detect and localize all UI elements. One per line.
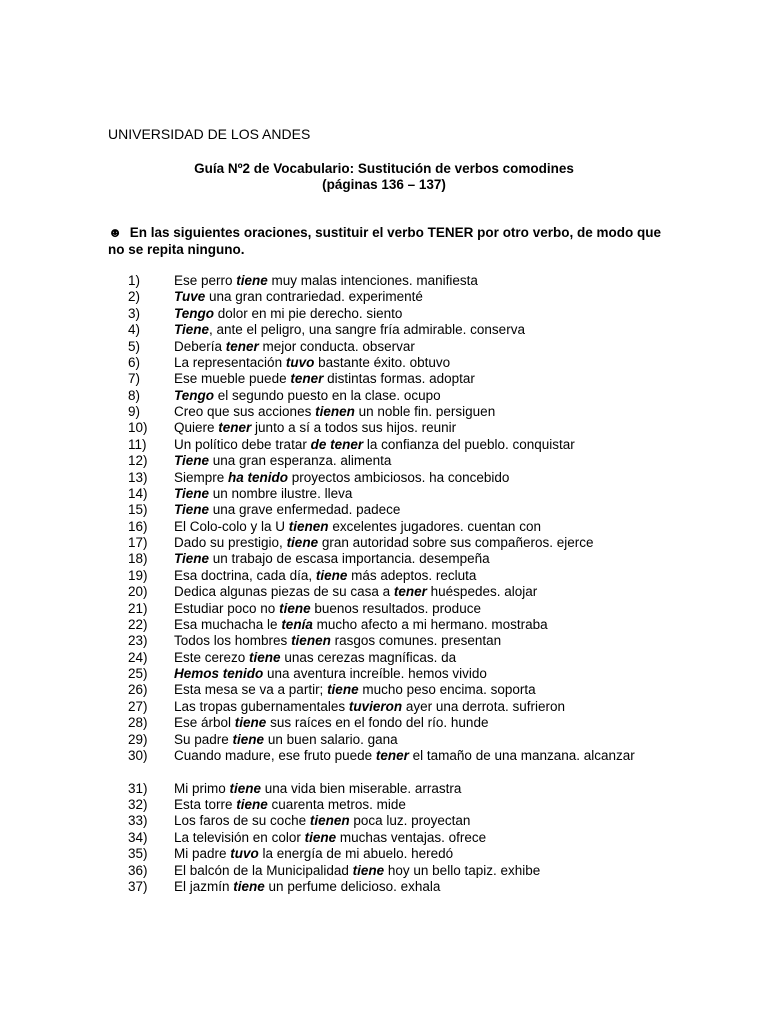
sentence-rest: una gran esperanza. alimenta [209,453,392,469]
item-number: 4) [128,322,141,338]
verb-tener: tiene [352,862,385,878]
list-item [0,732,768,748]
verb-tener: tiene [236,797,268,812]
guide-pages: (páginas 136 – 137) [322,177,446,192]
item-number: 30) [128,747,148,763]
item-number: 31) [128,780,148,796]
sentence-rest: proyectos ambiciosos. ha concebido [288,469,510,485]
item-sentence [174,846,661,862]
sentence-start: Debería [174,338,226,354]
list-item [0,797,768,813]
list-item [0,339,768,355]
item-number: 27) [128,698,148,714]
item-sentence [174,289,661,305]
item-number: 21) [128,600,148,616]
sentence-rest: ayer una derrota. sufrieron [402,698,565,714]
item-sentence [174,732,661,748]
institution-name: UNIVERSIDAD DE LOS ANDES [108,126,311,142]
item-number: 14) [128,485,148,501]
sentence-rest: distintas formas. adoptar [323,371,475,387]
sentence-start: El Colo-colo y la U [174,518,289,534]
item-sentence [174,650,661,666]
verb-tener: tienen [309,813,350,829]
sentence-rest: mucho afecto a mi hermano. mostraba [312,616,548,632]
item-sentence [174,355,661,371]
verb-tener: Tiene [174,453,210,469]
list-item [0,863,768,879]
item-number: 1) [128,273,141,288]
sentence-rest: cuarenta metros. mide [267,797,406,812]
verb-tener: tienen [291,633,331,649]
list-item [0,781,768,797]
sentence-start: Cuando madure, ese fruto puede [174,747,376,763]
item-sentence [174,388,661,404]
exercise-list [0,273,768,895]
verb-tener: Tiene [174,551,210,567]
verb-tener: tiene [234,715,267,731]
list-item [0,486,768,502]
sentence-rest: buenos resultados. produce [310,600,481,616]
instructions [108,225,661,258]
sentence-rest: , ante el peligro, una sangre fría admirable. conserva [209,322,525,338]
sentence-start: Creo que sus acciones [174,404,316,419]
item-sentence [174,584,661,600]
item-number: 7) [128,371,141,387]
item-sentence [174,813,661,829]
item-number: 26) [128,682,148,698]
sentence-rest: dolor en mi pie derecho. siento [214,305,403,321]
item-number: 36) [128,862,148,878]
item-sentence [174,404,661,420]
list-item [0,355,768,371]
item-number: 20) [128,584,148,600]
list-item [0,502,768,518]
verb-tener: tiene [236,273,268,288]
sentence-start: Su padre [174,731,233,747]
item-sentence [174,322,661,338]
verb-tener: tiene [233,878,265,894]
verb-tener: tuvo [285,354,315,370]
sentence-start: Un político debe tratar [174,436,311,452]
sentence-rest: poca luz. proyectan [349,813,471,829]
list-item [0,322,768,338]
sentence-start: Todos los hombres [174,633,292,649]
instructions-text: En las siguientes oraciones, sustituir el verbo TENER por otro verbo, de modo que no se repita ninguno. [108,225,661,257]
list-item [0,813,768,829]
sentence-rest: huéspedes. alojar [426,584,538,600]
item-sentence [174,617,661,633]
verb-tener: tiene [229,780,262,796]
item-number: 16) [128,518,148,534]
item-sentence [174,568,661,584]
smiley-icon: ☻ [108,225,123,240]
item-sentence [174,748,661,764]
sentence-start: Esta torre [174,797,237,812]
item-number: 18) [128,551,148,567]
sentence-rest: gran autoridad sobre sus compañeros. ejerce [318,535,594,550]
list-item [0,371,768,387]
item-number: 3) [128,305,141,321]
item-number: 11) [128,436,147,452]
sentence-rest: un buen salario. gana [264,731,398,747]
item-number: 25) [128,666,148,681]
verb-tener: tiene [315,567,348,583]
list-item [0,273,768,289]
list-item [0,519,768,535]
sentence-rest: un perfume delicioso. exhala [264,878,441,894]
list-item [0,715,768,731]
list-item [0,388,768,404]
item-sentence [174,453,661,469]
item-sentence [174,666,661,682]
sentence-rest: sus raíces en el fondo del río. hunde [266,715,489,731]
item-number: 22) [128,616,148,632]
sentence-rest: muchas ventajas. ofrece [336,829,487,845]
item-sentence [174,339,661,355]
verb-tener: tiene [249,649,281,665]
sentence-start: Ese perro [174,273,237,288]
item-sentence [174,551,661,567]
sentence-rest: una grave enfermedad. padece [209,502,401,518]
verb-tener: Tengo [174,387,214,403]
sentence-start: El balcón de la Municipalidad [174,862,353,878]
sentence-rest: rasgos comunes. presentan [330,633,502,649]
item-number: 23) [128,633,148,649]
sentence-rest: un trabajo de escasa importancia. desempeña [209,551,490,567]
item-sentence [174,273,661,289]
item-number: 37) [128,878,148,894]
list-item [0,420,768,436]
sentence-start: Ese árbol [174,715,235,731]
sentence-rest: bastante éxito. obtuvo [314,354,451,370]
item-sentence [174,682,661,698]
list-item [0,617,768,633]
verb-tener: Tiene [174,322,210,338]
verb-tener: tener [225,338,259,354]
verb-tener: tener [393,584,427,600]
item-number: 12) [128,453,148,469]
list-item [0,568,768,584]
item-sentence [174,519,661,535]
sentence-start: La televisión en color [174,829,305,845]
verb-tener: tiene [286,535,319,550]
sentence-start: Este cerezo [174,649,250,665]
item-number: 24) [128,649,148,665]
sentence-rest: una vida bien miserable. arrastra [261,780,462,796]
item-sentence [174,371,661,387]
sentence-rest: una gran contrariedad. experimenté [205,289,423,305]
item-sentence [174,470,661,486]
sentence-start: Ese mueble puede [174,371,291,387]
list-item [0,535,768,551]
sentence-rest: muy malas intenciones. manifiesta [267,273,478,288]
item-number: 8) [128,387,141,403]
guide-title: Guía Nº2 de Vocabulario: Sustitución de verbos comodines [194,161,574,176]
sentence-rest: un nombre ilustre. lleva [209,485,353,501]
item-number: 13) [128,469,148,485]
item-number: 5) [128,338,141,354]
verb-tener: tuvo [230,846,259,862]
verb-tener: Tengo [174,305,214,321]
sentence-start: Siempre [174,469,229,485]
sentence-rest: excelentes jugadores. cuentan con [328,518,541,534]
sentence-rest: más adeptos. recluta [347,567,477,583]
item-number: 2) [128,289,141,305]
item-sentence [174,879,661,895]
verb-tener: tener [218,420,252,436]
sentence-rest: mejor conducta. observar [258,338,415,354]
sentence-start: Mi padre [174,846,231,862]
item-number: 19) [128,567,148,583]
sentence-start: Quiere [174,420,219,436]
item-number: 15) [128,502,148,518]
item-sentence [174,601,661,617]
verb-tener: Tiene [174,485,210,501]
item-sentence [174,699,661,715]
item-sentence [174,486,661,502]
item-number: 34) [128,829,148,845]
list-item [0,830,768,846]
sentence-rest: un noble fin. persiguen [354,404,496,419]
list-item [0,584,768,600]
item-sentence [174,437,661,453]
item-number: 17) [128,535,148,550]
verb-tener: Hemos tenido [174,666,264,681]
sentence-rest: una aventura increíble. hemos vivido [263,666,487,681]
item-sentence [174,535,661,551]
list-item [0,699,768,715]
sentence-rest: hoy un bello tapiz. exhibe [384,862,541,878]
verb-tener: tienen [288,518,329,534]
item-number: 32) [128,797,148,812]
sentence-start: Estudiar poco no [174,600,280,616]
list-item [0,437,768,453]
list-item [0,666,768,682]
verb-tener: Tuve [174,289,206,305]
sentence-start: Los faros de su coche [174,813,310,829]
sentence-rest: unas cerezas magníficas. da [280,649,457,665]
list-item [0,879,768,895]
list-item [0,289,768,305]
item-number: 10) [128,420,148,436]
list-item [0,748,768,781]
sentence-start: Mi primo [174,780,230,796]
list-item [0,453,768,469]
list-item [0,846,768,862]
sentence-start: Esa muchacha le [174,616,282,632]
sentence-start: Esta mesa se va a partir; [174,682,328,698]
list-item [0,404,768,420]
sentence-rest: mucho peso encima. soporta [358,682,536,698]
item-sentence [174,863,661,879]
verb-tener: tiene [327,682,359,698]
sentence-start: Dado su prestigio, [174,535,287,550]
item-number: 6) [128,354,141,370]
list-item [0,601,768,617]
verb-tener: tiene [279,600,311,616]
sentence-rest: el tamaño de una manzana. alcanzar [408,747,635,763]
item-number: 33) [128,813,148,829]
sentence-rest: la confianza del pueblo. conquistar [363,436,575,452]
sentence-start: El jazmín [174,878,234,894]
sentence-start: La representación [174,354,286,370]
item-sentence [174,420,661,436]
verb-tener: Tiene [174,502,210,518]
verb-tener: de tener [310,436,364,452]
item-sentence [174,830,661,846]
item-number: 29) [128,731,148,747]
verb-tener: tienen [315,404,355,419]
item-sentence [174,306,661,322]
verb-tener: ha tenido [228,469,289,485]
item-number: 9) [128,404,141,419]
item-sentence [174,715,661,731]
verb-tener: tiene [304,829,337,845]
verb-tener: tuvieron [348,698,403,714]
list-item [0,633,768,649]
list-item [0,306,768,322]
item-sentence [174,781,661,797]
sentence-start: Las tropas gubernamentales [174,698,349,714]
item-number: 28) [128,715,148,731]
sentence-start: Dedica algunas piezas de su casa a [174,584,394,600]
list-item [0,682,768,698]
item-sentence [174,502,661,518]
list-item [0,470,768,486]
item-sentence [174,633,661,649]
sentence-rest: la energía de mi abuelo. heredó [258,846,454,862]
sentence-rest: junto a sí a todos sus hijos. reunir [251,420,457,436]
sentence-rest: el segundo puesto en la clase. ocupo [214,387,441,403]
list-item [0,551,768,567]
verb-tener: tenía [281,616,313,632]
sentence-start: Esa doctrina, cada día, [174,567,316,583]
verb-tener: tener [290,371,324,387]
verb-tener: tiene [232,731,265,747]
list-item [0,650,768,666]
verb-tener: tener [375,747,409,763]
item-number: 35) [128,846,148,862]
item-sentence [174,797,661,813]
